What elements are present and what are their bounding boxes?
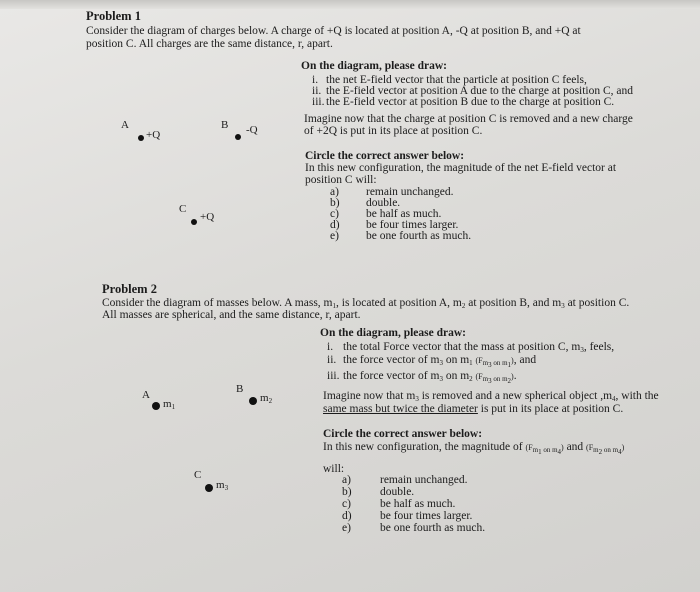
problem2-intro-line1: Consider the diagram of masses below. A mass, $m_1$, is located at position A, $m_2$ at position B, and $m_3$ at position C. xyxy=(102,297,630,310)
mass-a-value: $m_1$ xyxy=(163,398,176,411)
problem2-imagine-line1: Imagine now that $m_3$ is removed and a new spherical object $,m_4$, with the xyxy=(323,390,659,403)
charge-c-dot[interactable] xyxy=(191,219,197,225)
problem2-option-e[interactable]: e) be one fourth as much. xyxy=(342,522,486,534)
charge-a-dot[interactable] xyxy=(138,135,144,141)
mass-a-label: A xyxy=(142,389,150,401)
problem1-draw-heading: On the diagram, please draw: xyxy=(301,60,447,72)
mass-c-value: $m_3$ xyxy=(216,479,229,492)
problem2-option-d[interactable]: d) be four times larger. xyxy=(342,510,473,522)
charge-a-label: A xyxy=(121,119,129,131)
mass-b-value: $m_2$ xyxy=(260,392,273,405)
mass-c-dot[interactable] xyxy=(205,484,213,492)
problem1-question-line2: position C will: xyxy=(305,174,377,186)
problem2-option-a[interactable]: a) remain unchanged. xyxy=(342,474,468,486)
problem2-will: will: xyxy=(323,463,345,475)
charge-c-label: C xyxy=(179,203,187,215)
problem1-option-c[interactable]: c) be half as much. xyxy=(330,208,442,220)
problem1-draw-item-2: ii. the E-field vector at position A due to the charge at position C, and xyxy=(312,85,634,97)
problem1-option-a[interactable]: a) remain unchanged. xyxy=(330,186,454,198)
problem1-question-line1: In this new configuration, the magnitude of the net E-field vector at xyxy=(305,162,617,174)
problem2-imagine-line2: same mass but twice the diameter is put in its place at position C. xyxy=(323,403,624,415)
problem2-draw-heading: On the diagram, please draw: xyxy=(320,327,466,339)
problem1-option-b[interactable]: b) double. xyxy=(330,197,401,209)
mass-c-label: C xyxy=(194,469,202,481)
problem1-intro-line2: position C. All charges are the same distance, r, apart. xyxy=(86,38,333,50)
charge-c-value: +Q xyxy=(200,211,215,223)
problem2-intro-line2: All masses are spherical, and the same distance, r, apart. xyxy=(102,309,361,321)
problem2-title: Problem 2 xyxy=(102,282,157,296)
problem1-draw-item-3: iii. the E-field vector at position B due to the charge at position C. xyxy=(312,96,615,108)
problem2-circle-heading: Circle the correct answer below: xyxy=(323,428,483,440)
charge-a-value: +Q xyxy=(146,129,161,141)
mass-a-dot[interactable] xyxy=(152,402,160,410)
problem1-intro-line1: Consider the diagram of charges below. A charge of +Q is located at position A, -Q at position B, and +Q at xyxy=(86,25,581,37)
problem2-option-c[interactable]: c) be half as much. xyxy=(342,498,456,510)
problem2-option-b[interactable]: b) double. xyxy=(342,486,415,498)
problem2-question-line: In this new configuration, the magnitude of $(F_{m_1 on m_4})$ and $(F_{m_2 on m_4})$ xyxy=(323,441,625,456)
problem1-title: Problem 1 xyxy=(86,9,141,23)
problem1-imagine-line1: Imagine now that the charge at position C is removed and a new charge xyxy=(304,113,633,125)
problem2-draw-item-1: i. the total Force vector that the mass at position C, $m_3$, feels, xyxy=(327,341,615,354)
charge-b-dot[interactable] xyxy=(235,134,241,140)
problem1-circle-heading: Circle the correct answer below: xyxy=(305,150,465,162)
mass-b-label: B xyxy=(236,383,244,395)
mass-b-dot[interactable] xyxy=(249,397,257,405)
problem2-draw-item-3: iii. the force vector of $m_3$ on $m_2$ $(F_{m_3 on m_2})$. xyxy=(327,370,517,385)
problem1-option-e[interactable]: e) be one fourth as much. xyxy=(330,230,472,242)
problem1-imagine-line2: of +2Q is put in its place at position C. xyxy=(304,125,483,137)
problem1-draw-item-1: i. the net E-field vector that the particle at position C feels, xyxy=(312,74,587,86)
charge-b-value: -Q xyxy=(246,124,258,136)
problem2-draw-item-2: ii. the force vector of $m_3$ on $m_1$ $(F_{m_3 on m_1})$, and xyxy=(327,354,537,369)
problem1-option-d[interactable]: d) be four times larger. xyxy=(330,219,459,231)
page-top-edge xyxy=(0,0,700,9)
charge-b-label: B xyxy=(221,119,229,131)
